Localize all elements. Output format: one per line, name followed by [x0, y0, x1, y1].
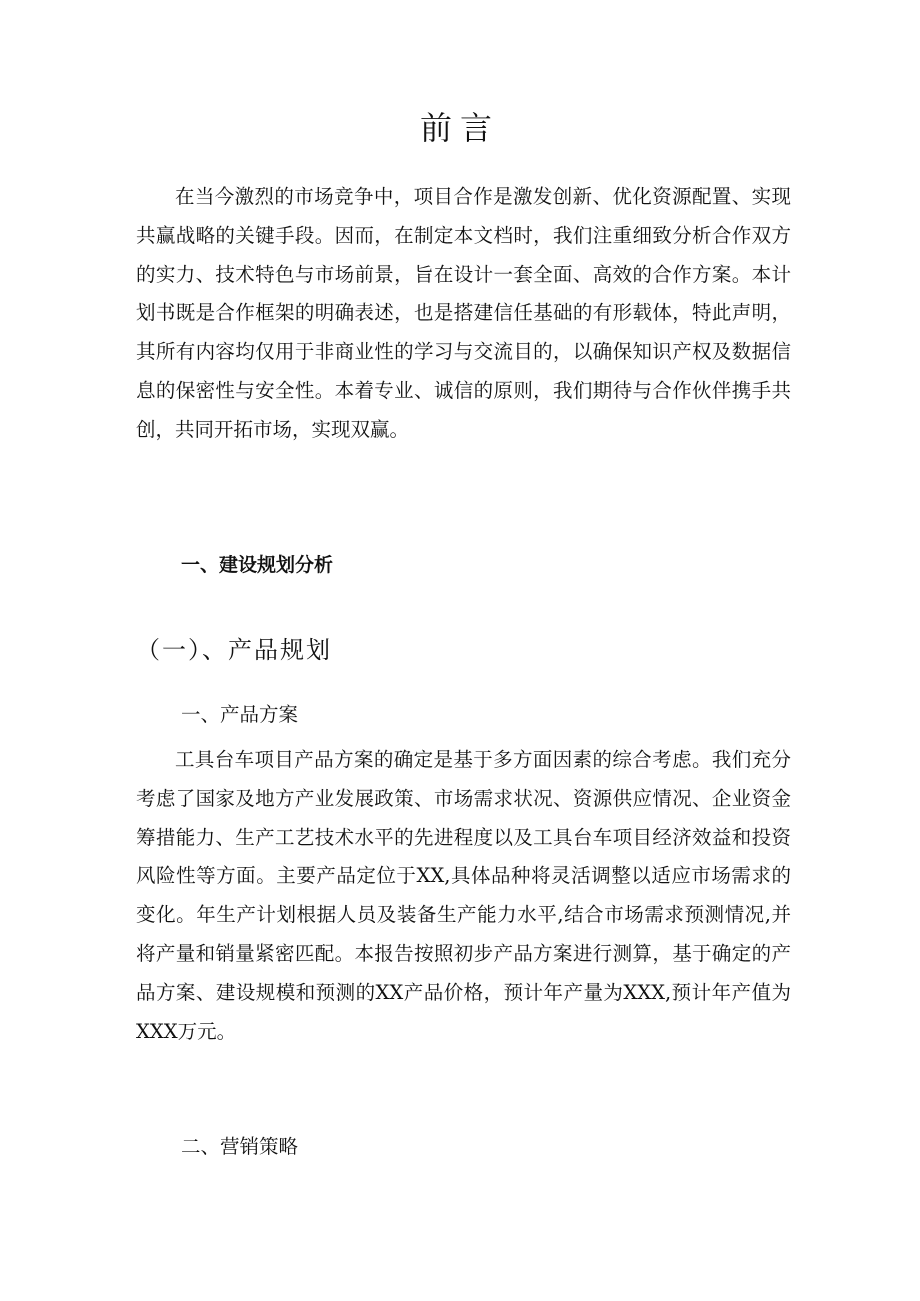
- page-title: 前言: [419, 109, 500, 147]
- item-heading-marketing: 二、营销策略: [181, 1135, 299, 1158]
- item-heading-product-plan: 一、产品方案: [181, 703, 299, 726]
- product-plan-paragraph: 工具台车项目产品方案的确定是基于多方面因素的综合考虑。我们充分考虑了国家及地方产业发展政策、市场需求状况、资源供应情况、企业资金筹措能力、生产工艺技术水平的先进程度以及工具台车项目经济效益和投资风险性等方面。主要产品定位于XX,具体品种将灵活调整以适应市场需求的变化。年生产计划根据人员及装备生产能力水平,结合市场需求预测情况,并将产量和销量紧密匹配。本报告按照初步产品方案进行测算，基于确定的产品方案、建设规模和预测的XX产品价格，预计年产量为XXX,预计年产值为XXX万元。: [136, 748, 791, 1043]
- section-heading: 一、建设规划分析: [181, 554, 334, 576]
- subsection-heading: （一）、产品规划: [136, 636, 332, 664]
- intro-paragraph: 在当今激烈的市场竞争中，项目合作是激发创新、优化资源配置、实现共赢战略的关键手段。因而，在制定本文档时，我们注重细致分析合作双方的实力、技术特色与市场前景，旨在设计一套全面、高效的合作方案。本计划书既是合作框架的明确表述，也是搭建信任基础的有形载体，特此声明，其所有内容均仅用于非商业性的学习与交流目的，以确保知识产权及数据信息的保密性与安全性。本着专业、诚信的原则，我们期待与合作伙伴携手共创，共同开拓市场，实现双赢。: [136, 185, 791, 441]
